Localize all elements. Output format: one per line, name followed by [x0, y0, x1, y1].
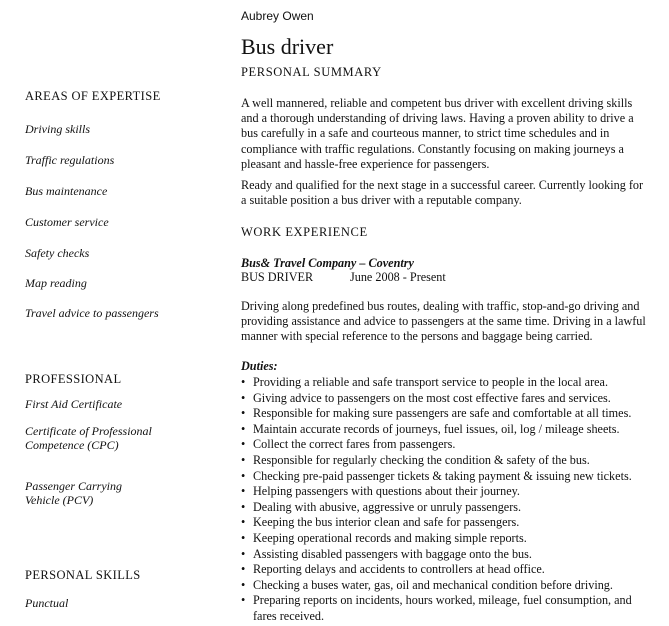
list-item: • Dealing with abusive, aggressive or unruly passengers.: [241, 500, 651, 516]
list-item: • Keeping the bus interior clean and safe for passengers.: [241, 515, 651, 531]
work-experience-heading: WORK EXPERIENCE: [241, 225, 368, 239]
list-item: • Assisting disabled passengers with baggage onto the bus.: [241, 547, 651, 563]
list-item: • Checking a buses water, gas, oil and mechanical condition before driving.: [241, 578, 651, 594]
list-item: • Checking pre-paid passenger tickets & taking payment & issuing new tickets.: [241, 469, 651, 485]
list-item: • Responsible for making sure passengers are safe and comfortable at all times.: [241, 406, 651, 422]
personal-summary-heading: PERSONAL SUMMARY: [241, 65, 382, 79]
professional-heading: PROFESSIONAL: [25, 372, 122, 386]
candidate-name: Aubrey Owen: [241, 9, 314, 23]
expertise-item: Driving skills: [25, 122, 90, 136]
list-item: • Helping passengers with questions about their journey.: [241, 484, 651, 500]
personal-skills-heading: PERSONAL SKILLS: [25, 568, 141, 582]
areas-of-expertise-heading: AREAS OF EXPERTISE: [25, 89, 161, 103]
list-item: • Keeping operational records and making simple reports.: [241, 531, 651, 547]
professional-item: First Aid Certificate: [25, 397, 123, 411]
expertise-item: Bus maintenance: [25, 184, 108, 198]
expertise-item: Safety checks: [25, 246, 90, 260]
list-item: • Giving advice to passengers on the most cost effective fares and services.: [241, 391, 651, 407]
professional-item: Passenger Carrying Vehicle (PCV): [25, 479, 122, 507]
expertise-item: Traffic regulations: [25, 153, 115, 167]
list-item: • Collect the correct fares from passengers.: [241, 437, 651, 453]
job-title: Bus driver: [241, 34, 334, 59]
list-item: • Reporting delays and accidents to controllers at head office.: [241, 562, 651, 578]
expertise-item: Map reading: [25, 276, 87, 290]
job-description: Driving along predefined bus routes, dealing with traffic, stop-and-go driving and providing assistance and advice to passengers at the same time. Driving in a lawful manner with special reference to the persons and baggage being carried.: [241, 299, 646, 344]
expertise-item: Travel advice to passengers: [25, 306, 159, 320]
company-name: Bus& Travel Company – Coventry: [241, 256, 414, 270]
list-item: • Maintain accurate records of journeys, fuel issues, oil, log / mileage sheets.: [241, 422, 651, 438]
list-item: • Responsible for regularly checking the condition & safety of the bus.: [241, 453, 651, 469]
duties-label: Duties:: [241, 359, 278, 373]
professional-item: Certificate of Professional Competence (CPC): [25, 424, 152, 452]
skill-item: Punctual: [25, 596, 69, 610]
summary-paragraph-1: A well mannered, reliable and competent bus driver with excellent driving skills and a thorough understanding of driving laws. Having a proven ability to drive a bus carefully in a safe and courteous manner, to strict time schedules and in compliance with traffic regulations. Constantly focusing on making journeys a pleasant and hassle-free experience for passengers.: [241, 96, 634, 171]
summary-paragraph-2: Ready and qualified for the next stage in a successful career. Currently looking for a suitable position a bus driver with a reputable company.: [241, 178, 644, 208]
list-item: • Providing a reliable and safe transport service to people in the local area.: [241, 375, 651, 391]
expertise-item: Customer service: [25, 215, 109, 229]
job-role: BUS DRIVER: [241, 270, 314, 284]
duties-list: [241, 375, 651, 625]
list-item: • Preparing reports on incidents, hours worked, mileage, fuel consumption, and fares received.: [241, 593, 651, 624]
job-dates: June 2008 - Present: [350, 270, 446, 284]
